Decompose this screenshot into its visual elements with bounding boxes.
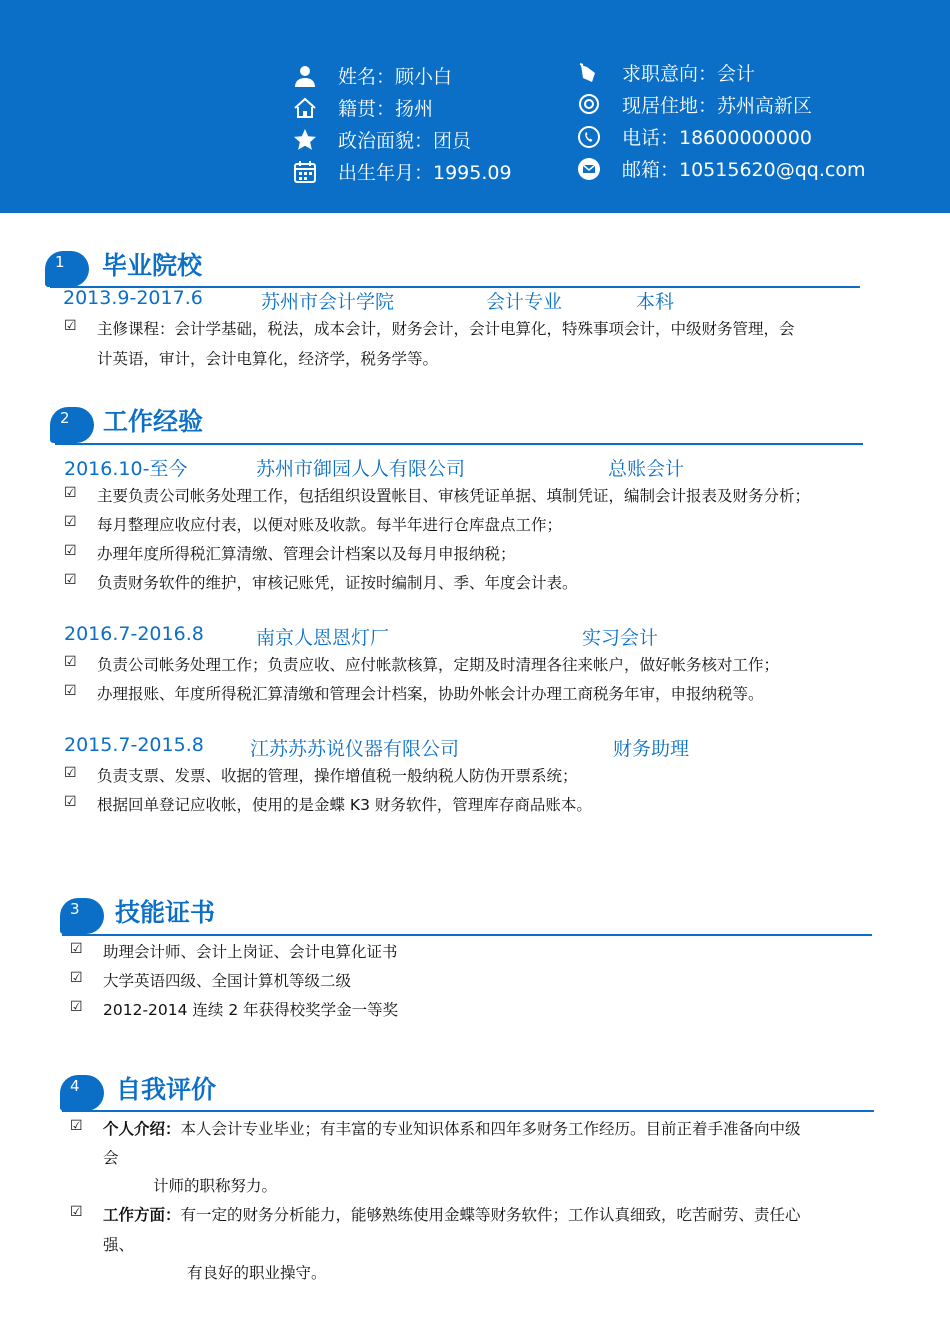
work-aspect-text: 有一定的财务分析能力，能够熟练使用金蝶等财务软件；工作认真细致，吃苦耐劳、责任心 (180, 1206, 801, 1224)
education-school: 苏州市会计学院 (261, 291, 395, 313)
courses-line-1: 主修课程：会计学基础，税法，成本会计，财务会计，会计电算化，特殊事项会计，中级财务管理，会 (97, 320, 795, 338)
star-icon (292, 127, 318, 153)
job-duty: 主要负责公司帐务处理工作，包括组织设置帐目、审核凭证单据、填制凭证，编制会计报表及财务分析； (97, 487, 811, 505)
checkbox-icon: ☑ (64, 543, 77, 559)
job-duty: 办理报账、年度所得税汇算清缴和管理会计档案，协助外帐会计办理工商税务年审，申报纳税等。 (97, 685, 764, 703)
checkbox-icon: ☑ (70, 970, 83, 986)
name-row (292, 62, 452, 89)
job-period: 2016.7-2016.8 (64, 623, 204, 645)
work-aspect-line-2: 强、 (103, 1236, 135, 1254)
checkbox-icon: ☑ (70, 941, 83, 957)
phone-icon (576, 124, 602, 150)
intro-line-3: 计师的职称努力。 (153, 1177, 278, 1195)
checkbox-icon: ☑ (64, 485, 77, 501)
work-aspect-label: 工作方面： (103, 1206, 181, 1224)
birth-row (292, 158, 512, 185)
section-title-education: 毕业院校 (102, 251, 203, 280)
birth-text: 出生年月：1995.09 (338, 162, 512, 184)
phone-row (576, 123, 812, 150)
section-divider (62, 1110, 874, 1112)
education-major: 会计专业 (486, 291, 563, 313)
skill-item: 助理会计师、会计上岗证、会计电算化证书 (103, 943, 398, 961)
email-row (576, 155, 865, 182)
hometown-text: 籍贯：扬州 (338, 98, 434, 120)
skill-item: 大学英语四级、全国计算机等级二级 (103, 972, 352, 990)
intention-text: 求职意向：会计 (622, 63, 756, 85)
header-banner (0, 0, 950, 213)
education-period: 2013.9-2017.6 (63, 287, 203, 309)
section-divider (55, 443, 863, 445)
checkbox-icon: ☑ (64, 765, 77, 781)
checkbox-icon: ☑ (70, 1204, 83, 1220)
job-company: 苏州市御园人人有限公司 (256, 458, 466, 480)
job-period: 2016.10-至今 (64, 458, 188, 480)
checkbox-icon: ☑ (64, 514, 77, 530)
job-duty: 负责支票、发票、收据的管理，操作增值税一般纳税人防伪开票系统； (97, 767, 578, 785)
section-number-badge: 2 (50, 407, 94, 443)
intention-row (576, 59, 755, 86)
job-duty: 根据回单登记应收帐，使用的是金蝶 K3 财务软件，管理库存商品账本。 (97, 796, 592, 814)
section-number-badge: 4 (60, 1075, 104, 1111)
email-text: 邮箱：10515620@qq.com (622, 159, 866, 181)
checkbox-icon: ☑ (64, 794, 77, 810)
section-title-skills: 技能证书 (115, 898, 216, 927)
name-text: 姓名：顾小白 (338, 66, 453, 88)
job-duty: 每月整理应收应付表，以便对账及收款。每半年进行仓库盘点工作； (97, 516, 563, 534)
political-row (292, 126, 471, 153)
job-company: 江苏苏苏说仪器有限公司 (250, 738, 460, 760)
location-pin-icon (576, 92, 602, 118)
mail-icon (576, 156, 602, 182)
intro-line-1 (103, 1117, 801, 1139)
job-period: 2015.7-2015.8 (64, 734, 204, 756)
checkbox-icon: ☑ (70, 999, 83, 1015)
job-duty: 负责公司帐务处理工作；负责应收、应付帐款核算，定期及时清理各往来帐户，做好帐务核对工作； (97, 656, 780, 674)
hometown-row (292, 94, 433, 121)
person-icon (292, 63, 318, 89)
intro-line-2: 会 (103, 1149, 119, 1167)
section-number-badge: 1 (45, 251, 89, 287)
political-text: 政治面貌：团员 (338, 130, 472, 152)
checkbox-icon: ☑ (70, 1118, 83, 1134)
hand-icon (576, 60, 602, 86)
section-divider (62, 934, 872, 936)
residence-row (576, 91, 812, 118)
residence-text: 现居住地：苏州高新区 (622, 95, 813, 117)
skill-item: 2012-2014 连续 2 年获得校奖学金一等奖 (103, 1001, 399, 1019)
intro-text: 本人会计专业毕业；有丰富的专业知识体系和四年多财务工作经历。目前正着手准备向中级 (180, 1120, 801, 1138)
job-role: 实习会计 (582, 627, 659, 649)
section-number-badge: 3 (60, 898, 104, 934)
work-aspect-line-3: 有良好的职业操守。 (187, 1264, 327, 1282)
courses-line-2: 计英语，审计，会计电算化，经济学，税务学等。 (97, 350, 439, 368)
job-role: 财务助理 (613, 738, 690, 760)
calendar-icon (292, 159, 318, 185)
intro-label: 个人介绍： (103, 1120, 181, 1138)
checkbox-icon: ☑ (64, 572, 77, 588)
work-aspect-line-1 (103, 1203, 801, 1225)
job-role: 总账会计 (608, 458, 685, 480)
job-company: 南京人恩恩灯厂 (256, 627, 390, 649)
job-duty: 办理年度所得税汇算清缴、管理会计档案以及每月申报纳税； (97, 545, 516, 563)
phone-text: 电话：18600000000 (622, 127, 812, 149)
job-duty: 负责财务软件的维护，审核记账凭，证按时编制月、季、年度会计表。 (97, 574, 578, 592)
section-title-self: 自我评价 (116, 1075, 217, 1104)
checkbox-icon: ☑ (64, 654, 77, 670)
checkbox-icon: ☑ (64, 318, 77, 334)
education-degree: 本科 (636, 291, 675, 313)
home-icon (292, 95, 318, 121)
section-title-work: 工作经验 (103, 407, 204, 436)
checkbox-icon: ☑ (64, 683, 77, 699)
